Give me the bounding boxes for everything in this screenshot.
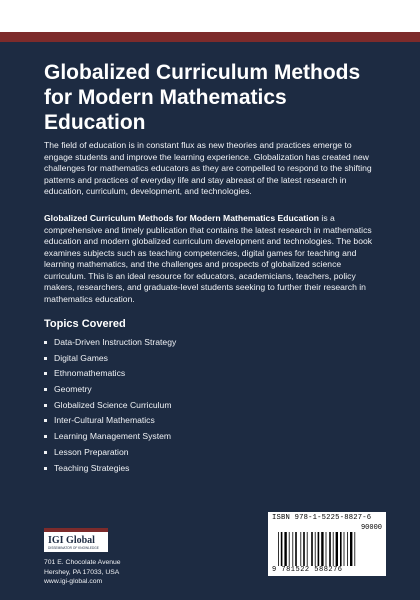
address-city: Hershey, PA 17033, USA [44, 568, 120, 576]
price-code: 90000 [360, 524, 382, 532]
isbn-barcode [268, 512, 386, 576]
description-paragraph-2 [44, 213, 378, 305]
publisher-address [44, 558, 121, 587]
barcode-digits: 9 781522 588276 [272, 566, 343, 574]
bullet-icon [44, 419, 47, 422]
publisher-website: www.igi-global.com [44, 578, 103, 585]
barcode-bar [344, 532, 345, 566]
bullet-icon [44, 404, 47, 407]
topic-label: Globalized Science Curriculum [54, 399, 172, 410]
bullet-icon [44, 451, 47, 454]
topics-list [44, 335, 176, 476]
topic-label: Lesson Preparation [54, 446, 129, 457]
topic-label: Teaching Strategies [54, 462, 130, 473]
logo-text: IGI Global [48, 535, 95, 546]
barcode-bar [326, 532, 327, 566]
bullet-icon [44, 341, 47, 344]
barcode-bar [300, 532, 301, 566]
barcode-bar [295, 532, 297, 566]
topic-item [44, 366, 176, 382]
topic-item [44, 351, 176, 367]
barcode-bar [318, 532, 320, 566]
barcode-bar [307, 532, 308, 566]
logo-tagline: DISSEMINATOR OF KNOWLEDGE [48, 546, 99, 550]
topic-item [44, 382, 176, 398]
barcode-bar [329, 532, 331, 566]
topics-heading: Topics Covered [44, 318, 126, 330]
back-cover [0, 42, 420, 600]
bullet-icon [44, 435, 47, 438]
barcode-bar [333, 532, 334, 566]
barcode-bar [315, 532, 316, 566]
barcode-bar [289, 532, 290, 566]
topic-item [44, 461, 176, 477]
barcode-bar [311, 532, 313, 566]
topic-item [44, 429, 176, 445]
bullet-icon [44, 357, 47, 360]
isbn-number: ISBN 978-1-5225-8827-6 [272, 514, 372, 522]
topic-label: Learning Management System [54, 431, 172, 442]
bullet-icon [44, 467, 47, 470]
barcode-bars [276, 522, 376, 566]
topic-item [44, 335, 176, 351]
topic-label: Geometry [54, 384, 92, 395]
barcode-bar [354, 532, 355, 566]
barcode-bar [350, 532, 352, 566]
top-white-band [0, 0, 420, 32]
barcode-bar [336, 532, 338, 566]
topic-label: Ethnomathematics [54, 368, 126, 379]
bullet-icon [44, 388, 47, 391]
barcode-bar [278, 532, 279, 566]
description-body: is a comprehensive and timely publication that contains the latest research in mathematics education and modern globalized curriculum development and technologies. The book examines subjects such as teaching competencies, digital games for teaching and learning mathematics, and the challenges and prospects of globalized science curriculum. This is an ideal resource for educators, academicians, teachers, policy makers, researchers, and graduate-level students seeking to further their research in mathematics education. [44, 213, 373, 304]
barcode-bar [303, 532, 305, 566]
description-paragraph-1: The field of education is in constant flux as new theories and practices emerge to engage students and improve the learning experience. Globalization has created new challenges for mathematics educators as they are compelled to respond to the shifting patterns and practices of everyday life and stay abreast of the latest research in education, curriculum, development, and technologies. [44, 140, 372, 196]
topic-item [44, 445, 176, 461]
bullet-icon [44, 372, 47, 375]
book-title: Globalized Curriculum Methods for Modern Mathematics Education [44, 61, 361, 134]
barcode-bar [284, 532, 286, 566]
barcode-bar [340, 532, 342, 566]
topic-item [44, 413, 176, 429]
barcode-bar [292, 532, 293, 566]
topic-label: Digital Games [54, 352, 108, 363]
topic-label: Data-Driven Instruction Strategy [54, 337, 177, 347]
barcode-bar [347, 532, 348, 566]
accent-strip [0, 32, 420, 42]
barcode-bar [321, 532, 323, 566]
address-street: 701 E. Chocolate Avenue [44, 559, 121, 566]
igi-global-logo [44, 528, 108, 552]
description-book-title: Globalized Curriculum Methods for Modern Mathematics Education [44, 213, 320, 223]
topic-label: Inter-Cultural Mathematics [54, 415, 155, 426]
barcode-bar [281, 532, 283, 566]
topic-item [44, 398, 176, 414]
